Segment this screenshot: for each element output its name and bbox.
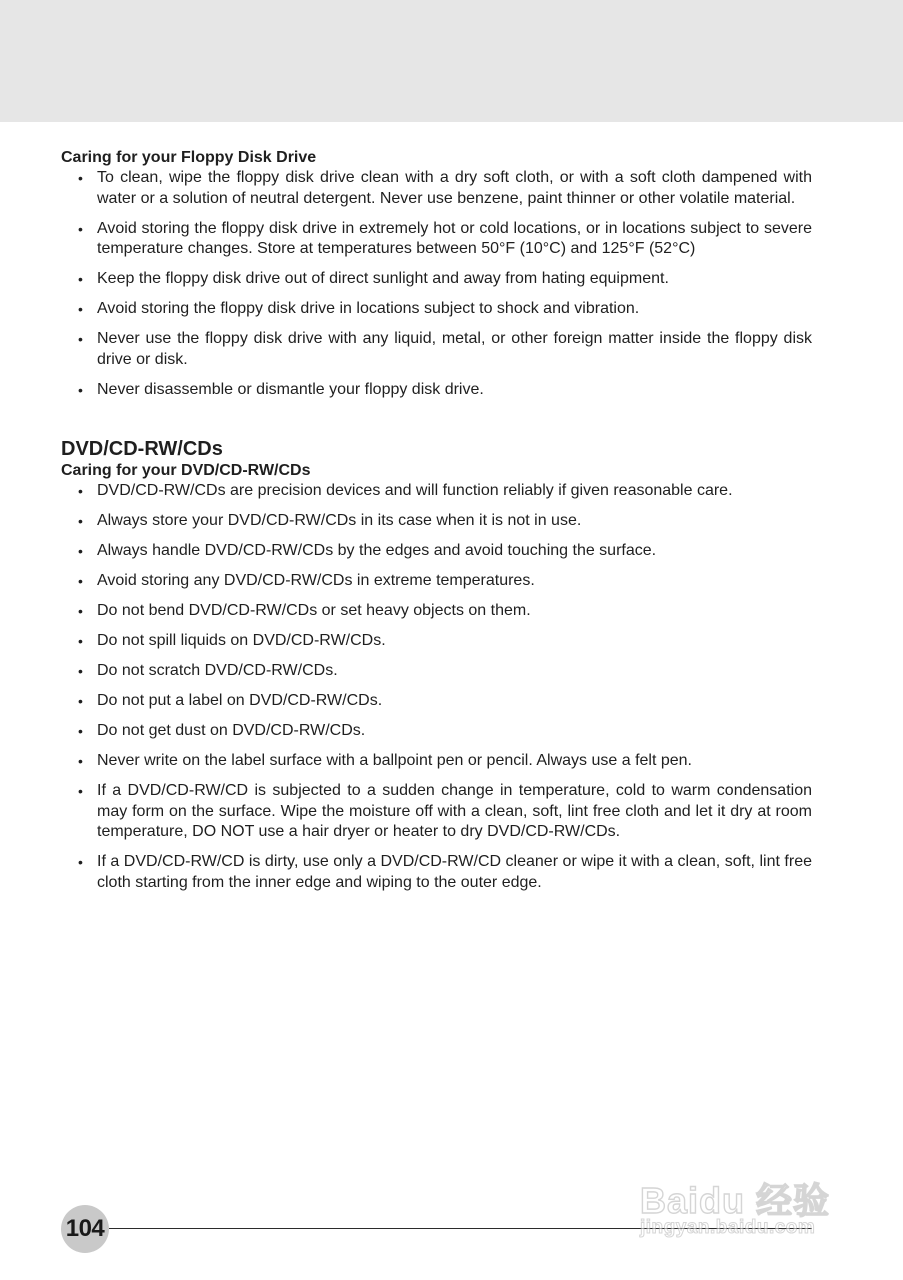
list-item: • Keep the floppy disk drive out of direct sunlight and away from hating equipment. (61, 269, 812, 290)
list-item: • Do not scratch DVD/CD-RW/CDs. (61, 661, 812, 682)
list-item: • If a DVD/CD-RW/CD is dirty, use only a DVD/CD-RW/CD cleaner or wipe it with a clean, soft, lint free cloth starting from the inner edge and wiping to the outer edge. (61, 852, 812, 893)
list-item: • Do not put a label on DVD/CD-RW/CDs. (61, 691, 812, 712)
list-item: • Avoid storing the floppy disk drive in locations subject to shock and vibration. (61, 299, 812, 320)
dvd-care-list (61, 481, 812, 893)
list-item: • If a DVD/CD-RW/CD is subjected to a sudden change in temperature, cold to warm condensation may form on the surface. Wipe the moisture off with a clean, soft, lint free cloth and let it dry at room temperature, DO NOT use a hair dryer or heater to dry DVD/CD-RW/CDs. (61, 781, 812, 843)
list-item: • Never use the floppy disk drive with any liquid, metal, or other foreign matter inside the floppy disk drive or disk. (61, 329, 812, 370)
watermark-logo: Baidu 经验 (640, 1180, 831, 1221)
list-item: • Do not get dust on DVD/CD-RW/CDs. (61, 721, 812, 742)
baidu-watermark (640, 1145, 850, 1245)
dvd-section-title: DVD/CD-RW/CDs (61, 438, 223, 460)
list-item: • Always store your DVD/CD-RW/CDs in its case when it is not in use. (61, 511, 812, 532)
list-item: • DVD/CD-RW/CDs are precision devices and will function reliably if given reasonable care. (61, 481, 812, 502)
list-item: • To clean, wipe the floppy disk drive clean with a dry soft cloth, or with a soft cloth dampened with water or a solution of neutral detergent. Never use benzene, paint thinner or other volatile material. (61, 168, 812, 209)
page-number-badge (61, 1205, 109, 1253)
header-band (0, 0, 903, 122)
list-item: • Never disassemble or dismantle your floppy disk drive. (61, 380, 812, 401)
page-number: 104 (65, 1215, 105, 1242)
list-item: • Avoid storing the floppy disk drive in extremely hot or cold locations, or in locations subject to severe temperature changes. Store at temperatures between 50°F (10°C) and 125°F (52°C) (61, 219, 812, 260)
list-item: • Avoid storing any DVD/CD-RW/CDs in extreme temperatures. (61, 571, 812, 592)
dvd-care-heading: Caring for your DVD/CD-RW/CDs (61, 462, 311, 479)
list-item: • Do not spill liquids on DVD/CD-RW/CDs. (61, 631, 812, 652)
page-content (61, 149, 812, 903)
list-item: • Never write on the label surface with a ballpoint pen or pencil. Always use a felt pen. (61, 751, 812, 772)
watermark-url: jingyan.baidu.com (640, 1217, 816, 1238)
floppy-care-list (61, 168, 812, 400)
floppy-care-heading: Caring for your Floppy Disk Drive (61, 149, 317, 166)
list-item: • Do not bend DVD/CD-RW/CDs or set heavy objects on them. (61, 601, 812, 622)
list-item: • Always handle DVD/CD-RW/CDs by the edges and avoid touching the surface. (61, 541, 812, 562)
